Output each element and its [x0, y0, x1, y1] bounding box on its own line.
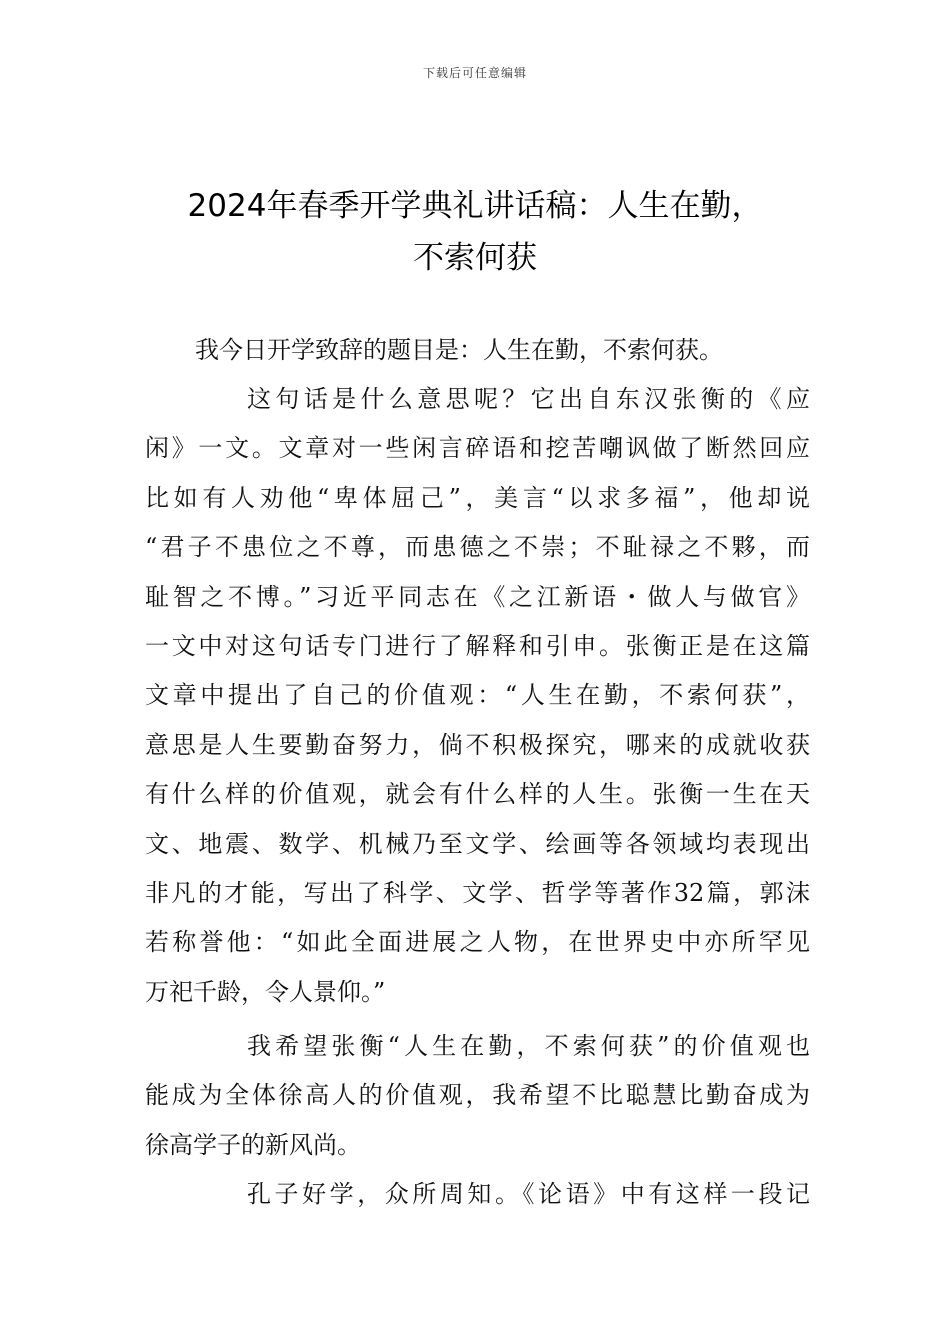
paragraph-line: 比如有人劝他“卑体屈己”，美言“以求多福”，他却说 — [145, 483, 810, 512]
paragraph-line: “君子不患位之不尊，而患德之不崇；不耻禄之不夥，而 — [145, 533, 810, 562]
paragraph-line: 非凡的才能，写出了科学、文学、哲学等著作32篇，郭沫 — [145, 878, 810, 907]
paragraph-line: 孔子好学，众所周知。《论语》中有这样一段记 — [247, 1180, 810, 1208]
paragraph-zhangheng — [145, 375, 810, 1017]
paragraph-line: 闲》一文。文章对一些闲言碎语和挖苦嘲讽做了断然回应 — [145, 434, 810, 463]
paragraph-line: 文、地震、数学、机械乃至文学、绘画等各领域均表现出 — [145, 829, 810, 858]
paragraph-line: 意思是人生要勤奋努力，倘不积极探究，哪来的成就收获 — [145, 730, 810, 759]
paragraph-hope — [145, 1022, 810, 1170]
paragraph-line: 万祀千龄，令人景仰。” — [145, 977, 386, 1006]
paragraph-line: 有什么样的价值观，就会有什么样的人生。张衡一生在天 — [145, 780, 810, 809]
paragraph-line: 能成为全体徐高人的价值观，我希望不比聪慧比勤奋成为 — [145, 1081, 810, 1110]
paragraph-line: 我今日开学致辞的题目是：人生在勤，不索何获。 — [195, 336, 723, 364]
title-line-1: 2024年春季开学典礼讲话稿：人生在勤， — [187, 188, 763, 224]
paragraph-line: 这句话是什么意思呢？它出自东汉张衡的《应 — [247, 385, 810, 413]
header-note: 下载后可任意编辑 — [422, 66, 527, 80]
paragraph-line: 文章中提出了自己的价值观：“人生在勤，不索何获”， — [145, 681, 810, 710]
paragraph-line: 徐高学子的新风尚。 — [145, 1130, 361, 1159]
paragraph-line: 一文中对这句话专门进行了解释和引申。张衡正是在这篇 — [145, 631, 810, 660]
paragraph-line: 若称誉他：“如此全面进展之人物，在世界史中亦所罕见 — [145, 928, 810, 957]
title-line-2: 不索何获 — [413, 240, 537, 276]
paragraph-line: 我希望张衡“人生在勤，不索何获”的价值观也 — [247, 1032, 810, 1060]
document-title — [100, 180, 850, 284]
paragraph-line: 耻智之不博。”习近平同志在《之江新语・做人与做官》 — [145, 582, 810, 611]
paragraph-confucius — [145, 1170, 810, 1219]
paragraph-intro — [145, 326, 810, 375]
